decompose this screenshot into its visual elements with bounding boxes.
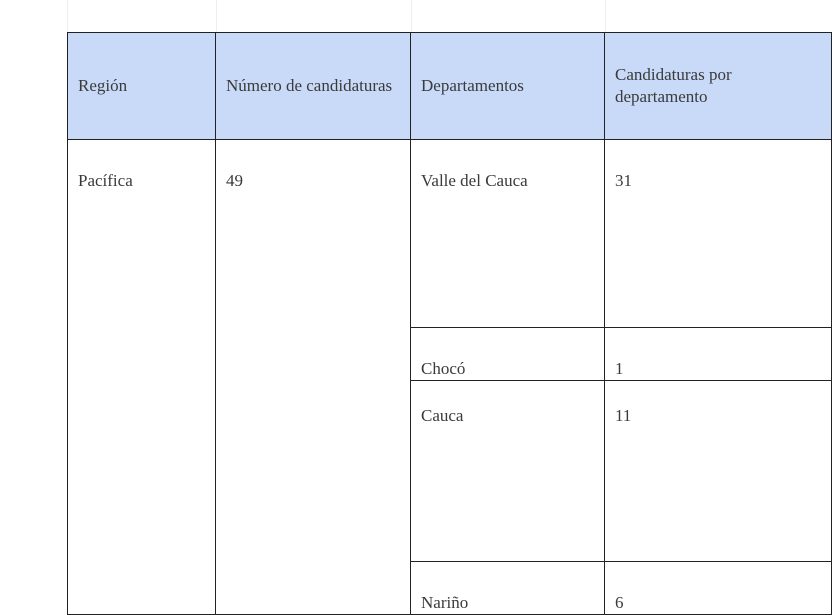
cell-candidaturas: 31 xyxy=(605,140,832,328)
cell-candidaturas-text: 6 xyxy=(615,593,624,612)
cell-candidaturas xyxy=(605,562,832,615)
cell-candidaturas-text: 1 xyxy=(615,359,624,378)
cell-departamento-text: Nariño xyxy=(421,593,469,612)
header-departamentos: Departamentos xyxy=(411,33,605,140)
cell-candidaturas xyxy=(605,328,832,381)
header-candidaturas-por-departamento: Candidaturas por departamento xyxy=(605,33,832,140)
sheet-gridline xyxy=(67,0,68,33)
document-table-container xyxy=(67,32,787,612)
header-numero-candidaturas: Número de candidaturas xyxy=(216,33,411,140)
sheet-gridline xyxy=(216,0,217,33)
cell-departamento-text: Chocó xyxy=(421,359,466,378)
cell-departamento xyxy=(411,328,605,381)
cell-total-candidaturas: 49 xyxy=(216,140,411,615)
table-header-row xyxy=(68,33,832,140)
table-row xyxy=(68,140,832,328)
sheet-gridline xyxy=(411,0,412,33)
header-region: Región xyxy=(68,33,216,140)
cell-candidaturas: 11 xyxy=(605,381,832,562)
cell-region: Pacífica xyxy=(68,140,216,615)
cell-departamento: Valle del Cauca xyxy=(411,140,605,328)
sheet-gridline xyxy=(605,0,606,33)
cell-departamento xyxy=(411,562,605,615)
candidaturas-table xyxy=(67,32,832,615)
cell-departamento: Cauca xyxy=(411,381,605,562)
